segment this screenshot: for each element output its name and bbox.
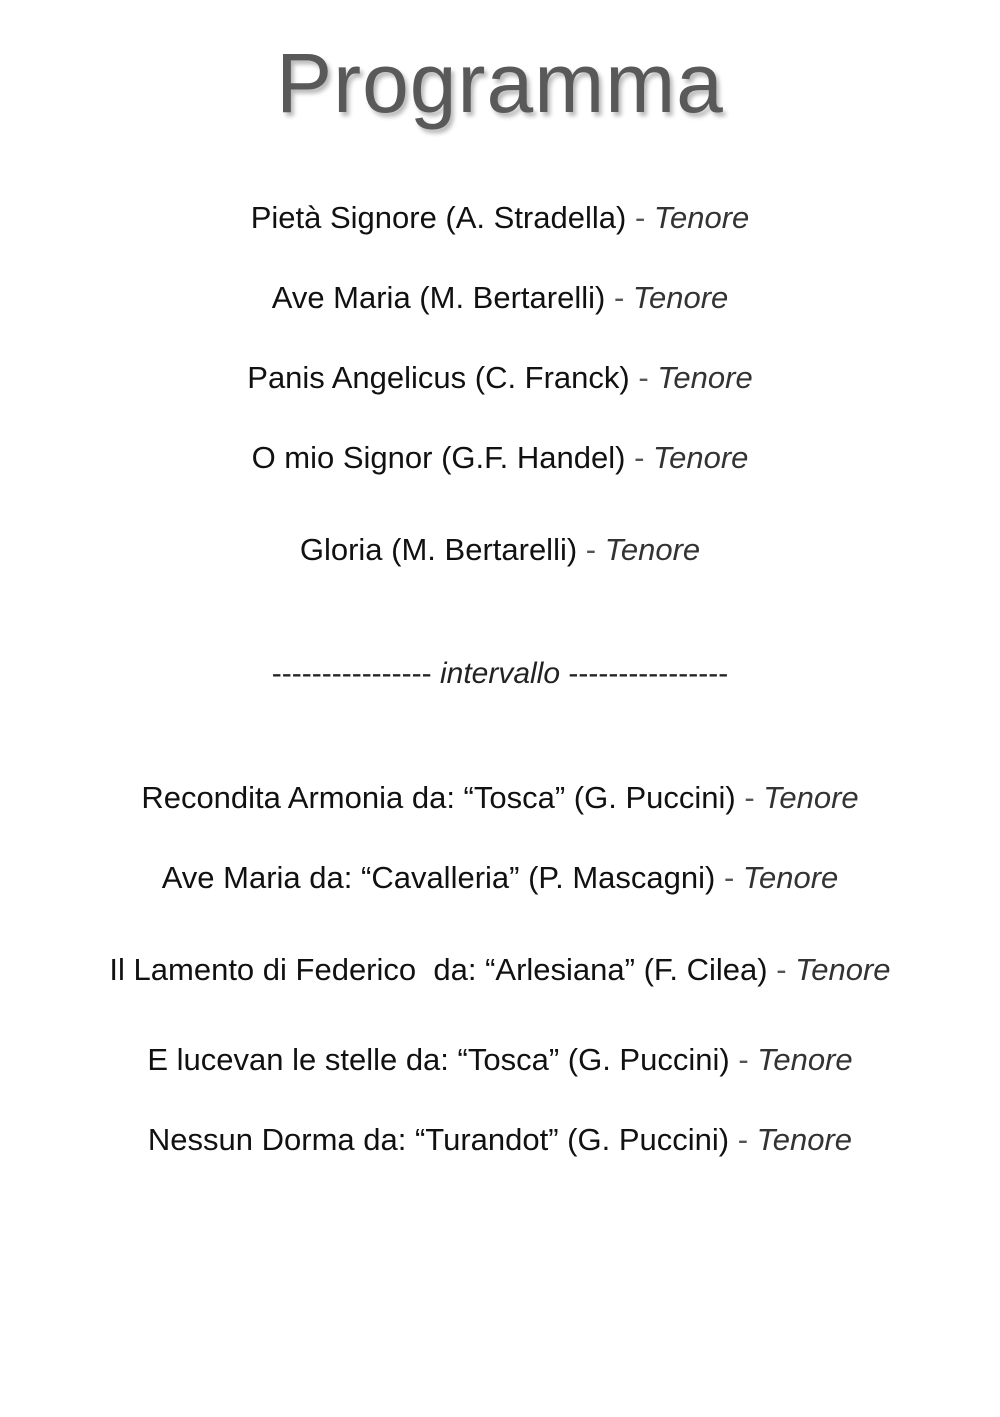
voice-label: Tenore (604, 532, 701, 567)
interval-label: intervallo (439, 657, 561, 690)
interval-divider (0, 654, 1000, 694)
voice-label: Tenore (653, 200, 750, 235)
voice-label: Tenore (653, 440, 749, 475)
separator: - (737, 1122, 749, 1157)
separator: - (638, 360, 649, 395)
piece-title: Nessun Dorma da: “Turandot” (G. Puccini) (147, 1122, 730, 1157)
piece-title: Panis Angelicus (C. Franck) (247, 360, 630, 395)
program-item (0, 438, 1000, 478)
piece-title: O mio Signor (G.F. Handel) (251, 440, 626, 475)
interval-dashes-right: ---------------- (568, 657, 729, 690)
program-item (0, 778, 1000, 818)
voice-label: Tenore (763, 780, 859, 815)
voice-label: Tenore (742, 860, 839, 895)
program-item (0, 530, 1000, 570)
program-item (0, 278, 1000, 318)
separator: - (585, 532, 597, 567)
piece-title: Gloria (M. Bertarelli) (299, 532, 578, 567)
piece-title: E lucevan le stelle da: “Tosca” (G. Puccini) (147, 1042, 730, 1077)
voice-label: Tenore (632, 280, 729, 315)
separator: - (744, 780, 755, 815)
interval-dashes-left: ---------------- (271, 657, 432, 690)
voice-label: Tenore (756, 1122, 853, 1157)
program-item (0, 1120, 1000, 1160)
program-item (0, 858, 1000, 898)
voice-label: Tenore (757, 1042, 853, 1077)
separator: - (738, 1042, 749, 1077)
program-item (0, 358, 1000, 398)
piece-title: Ave Maria da: “Cavalleria” (P. Mascagni) (161, 860, 716, 895)
piece-title: Ave Maria (M. Bertarelli) (271, 280, 606, 315)
program-item (0, 1040, 1000, 1080)
piece-title: Recondita Armonia da: “Tosca” (G. Puccini) (141, 780, 736, 815)
separator: - (723, 860, 735, 895)
page-title: Programma (276, 36, 724, 130)
program-item (0, 950, 1000, 990)
separator: - (634, 200, 646, 235)
voice-label: Tenore (795, 952, 891, 987)
voice-label: Tenore (657, 360, 753, 395)
separator: - (776, 952, 787, 987)
piece-title: Pietà Signore (A. Stradella) (250, 200, 627, 235)
piece-title: Il Lamento di Federico da: “Arlesiana” (F. Cilea) (109, 952, 768, 987)
program-item (0, 198, 1000, 238)
separator: - (634, 440, 645, 475)
separator: - (613, 280, 625, 315)
